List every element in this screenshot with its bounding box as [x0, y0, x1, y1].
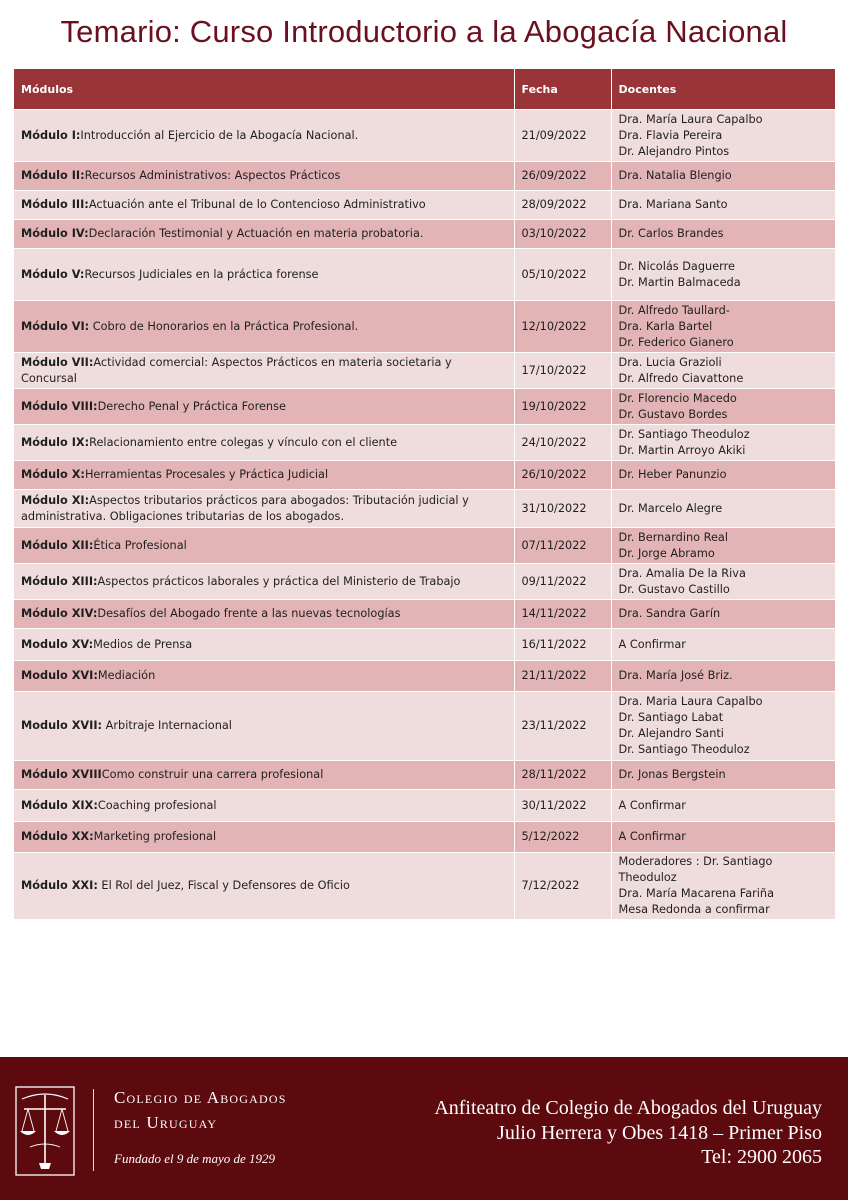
module-number: Módulo XX:: [21, 830, 94, 843]
module-number: Módulo IX:: [21, 435, 90, 449]
teacher-name: Dr. Heber Panunzio: [618, 468, 727, 481]
date-cell: 21/09/2022: [514, 110, 611, 162]
table-row: [14, 461, 835, 490]
table-row: [14, 822, 835, 853]
table-row: [14, 661, 835, 692]
table-row: [14, 301, 835, 353]
module-number: Módulo II:: [21, 169, 85, 182]
teachers-cell: [611, 600, 835, 629]
teacher-name: Dr. Alejandro Pintos: [618, 144, 730, 158]
module-cell: [14, 853, 514, 920]
module-number: Módulo XII:: [21, 538, 94, 552]
founded-date: Fundado el 9 de mayo de 1929: [114, 1151, 276, 1166]
address-text: Julio Herrera y Obes 1418 – Primer Piso: [497, 1122, 822, 1144]
date-cell: 23/11/2022: [514, 692, 611, 761]
module-number: Módulo VIII:: [21, 399, 98, 413]
teachers-cell: [611, 389, 835, 425]
module-cell: [14, 490, 514, 528]
teacher-name: A Confirmar: [618, 637, 686, 651]
module-topic: Desafíos del Abogado frente a las nuevas tecnologías: [97, 607, 401, 620]
table-row: [14, 162, 835, 191]
module-topic: Como construir una carrera profesional: [101, 768, 324, 781]
date-cell: 03/10/2022: [514, 220, 611, 249]
footer-divider: [93, 1089, 94, 1171]
teachers-cell: [611, 353, 835, 389]
module-cell: [14, 564, 514, 600]
teachers-cell: [611, 853, 835, 920]
table-row: [14, 353, 835, 389]
date-cell: 09/11/2022: [514, 564, 611, 600]
date-cell: 7/12/2022: [514, 853, 611, 920]
teacher-name: Dra. Maria Laura Capalbo: [618, 695, 763, 708]
teachers-cell: [611, 110, 835, 162]
teacher-name: Dr. Jorge Abramo: [618, 546, 715, 560]
module-cell: [14, 249, 514, 301]
teacher-name: Dra. María Macarena Fariña: [618, 887, 774, 900]
module-number: Módulo XIX:: [21, 798, 98, 812]
module-cell: [14, 528, 514, 564]
date-cell: 05/10/2022: [514, 249, 611, 301]
teacher-name: Dra. Karla Bartel: [618, 319, 713, 333]
teachers-cell: [611, 425, 835, 461]
teacher-name: Dra. María Laura Capalbo: [618, 112, 763, 126]
table-row: [14, 191, 835, 220]
module-topic: Derecho Penal y Práctica Forense: [97, 399, 286, 413]
module-topic: Recursos Judiciales en la práctica forense: [84, 267, 319, 281]
teacher-name: Dr. Jonas Bergstein: [618, 768, 726, 781]
teacher-name: Dra. Lucia Grazioli: [618, 355, 722, 369]
teacher-name: Dr. Carlos Brandes: [618, 227, 724, 240]
module-number: Módulo X:: [21, 468, 85, 481]
module-number: Módulo XIV:: [21, 607, 98, 620]
module-topic: Ética Profesional: [93, 538, 187, 552]
teachers-cell: [611, 249, 835, 301]
module-cell: [14, 425, 514, 461]
scales-of-justice-logo: [14, 1085, 76, 1177]
module-cell: [14, 822, 514, 853]
module-cell: [14, 790, 514, 822]
module-cell: [14, 692, 514, 761]
module-topic: Aspectos prácticos laborales y práctica del Ministerio de Trabajo: [97, 574, 461, 588]
table-row: [14, 425, 835, 461]
teachers-cell: [611, 528, 835, 564]
date-cell: 19/10/2022: [514, 389, 611, 425]
teacher-name: Dra. Amalia De la Riva: [618, 566, 746, 580]
module-cell: [14, 600, 514, 629]
date-cell: 21/11/2022: [514, 661, 611, 692]
table-row: [14, 629, 835, 661]
teacher-name: Dr. Marcelo Alegre: [618, 501, 723, 515]
module-topic: Cobro de Honorarios en la Práctica Profesional.: [89, 319, 359, 333]
module-number: Módulo XIII:: [21, 574, 98, 588]
module-cell: [14, 761, 514, 790]
date-cell: 07/11/2022: [514, 528, 611, 564]
module-cell: [14, 220, 514, 249]
module-cell: [14, 461, 514, 490]
module-topic: Arbitraje Internacional: [102, 719, 232, 732]
module-cell: [14, 301, 514, 353]
module-topic: Actuación ante el Tribunal de lo Contencioso Administrativo: [88, 198, 426, 211]
teacher-name: Dr. Martin Arroyo Akiki: [618, 443, 746, 457]
teachers-cell: [611, 162, 835, 191]
org-name-line2: del Uruguay: [114, 1113, 218, 1132]
page-title: Temario: Curso Introductorio a la Abogacía Nacional: [60, 14, 788, 49]
table-body: [14, 110, 835, 920]
teacher-name: A Confirmar: [618, 798, 686, 812]
teacher-name: Dra. María José Briz.: [618, 669, 733, 682]
module-topic: Aspectos tributarios prácticos para abogados: Tributación judicial y administrativa. Obligaciones tributarias de los abogados.: [21, 493, 469, 523]
module-topic: Herramientas Procesales y Práctica Judicial: [84, 468, 329, 481]
date-cell: 28/11/2022: [514, 761, 611, 790]
org-name-line1: Colegio de Abogados: [114, 1088, 287, 1107]
module-topic: El Rol del Juez, Fiscal y Defensores de Oficio: [97, 879, 350, 892]
table-row: [14, 249, 835, 301]
teacher-name: Dr. Santiago Labat: [618, 711, 724, 724]
teachers-cell: [611, 692, 835, 761]
module-number: Módulo V:: [21, 267, 85, 281]
module-cell: [14, 353, 514, 389]
venue-text: Anfiteatro de Colegio de Abogados del Uruguay: [434, 1097, 822, 1119]
module-topic: Relacionamiento entre colegas y vínculo con el cliente: [89, 435, 398, 449]
module-topic: Actividad comercial: Aspectos Prácticos en materia societaria y Concursal: [21, 355, 452, 385]
teacher-name: Dr. Alfredo Taullard-: [618, 303, 730, 317]
date-cell: 24/10/2022: [514, 425, 611, 461]
teacher-name: A Confirmar: [618, 830, 686, 843]
teacher-name: Dr. Santiago Theoduloz: [618, 743, 750, 756]
teacher-name: Dr. Alfredo Ciavattone: [618, 371, 744, 385]
date-cell: 30/11/2022: [514, 790, 611, 822]
teachers-cell: [611, 822, 835, 853]
teacher-name: Dr. Martin Balmaceda: [618, 275, 741, 289]
module-number: Módulo III:: [21, 198, 89, 211]
teacher-name: Dr. Gustavo Castillo: [618, 582, 730, 596]
teacher-name: Dr. Florencio Macedo: [618, 391, 737, 405]
teacher-name: Dra. Flavia Pereira: [618, 128, 723, 142]
module-cell: [14, 629, 514, 661]
module-number: Modulo XV:: [21, 637, 94, 651]
teachers-cell: [611, 661, 835, 692]
module-cell: [14, 389, 514, 425]
teachers-cell: [611, 191, 835, 220]
date-cell: 28/09/2022: [514, 191, 611, 220]
module-topic: Marketing profesional: [93, 830, 217, 843]
module-number: Modulo XVI:: [21, 669, 98, 682]
table-row: [14, 490, 835, 528]
table-row: [14, 389, 835, 425]
module-topic: Recursos Administrativos: Aspectos Prácticos: [84, 169, 341, 182]
module-topic: Coaching profesional: [97, 798, 217, 812]
teacher-name: Dra. Mariana Santo: [618, 198, 728, 211]
table-row: [14, 220, 835, 249]
module-number: Módulo VII:: [21, 355, 94, 369]
teacher-name: Dr. Gustavo Bordes: [618, 407, 728, 421]
teachers-cell: [611, 790, 835, 822]
teacher-name: Moderadores : Dr. Santiago Theoduloz: [618, 855, 773, 884]
table-row: [14, 790, 835, 822]
module-number: Módulo VI:: [21, 319, 90, 333]
teachers-cell: [611, 629, 835, 661]
table-row: [14, 600, 835, 629]
header-date: Fecha: [514, 69, 611, 110]
module-number: Módulo IV:: [21, 227, 89, 240]
header-modules: Módulos: [14, 69, 514, 110]
footer-banner: [0, 1057, 848, 1200]
date-cell: 17/10/2022: [514, 353, 611, 389]
phone-text: Tel: 2900 2065: [701, 1146, 822, 1168]
teachers-cell: [611, 220, 835, 249]
date-cell: 31/10/2022: [514, 490, 611, 528]
teacher-name: Mesa Redonda a confirmar: [618, 903, 770, 916]
module-number: Modulo XVII:: [21, 719, 103, 732]
table-row: [14, 564, 835, 600]
teacher-name: Dr. Federico Gianero: [618, 335, 734, 349]
table-row: [14, 692, 835, 761]
date-cell: 26/09/2022: [514, 162, 611, 191]
teacher-name: Dr. Nicolás Daguerre: [618, 259, 735, 273]
date-cell: 5/12/2022: [514, 822, 611, 853]
date-cell: 12/10/2022: [514, 301, 611, 353]
module-cell: [14, 191, 514, 220]
teacher-name: Dr. Santiago Theoduloz: [618, 427, 750, 441]
table-row: [14, 853, 835, 920]
table-row: [14, 761, 835, 790]
module-cell: [14, 110, 514, 162]
teachers-cell: [611, 564, 835, 600]
teacher-name: Dra. Natalia Blengio: [618, 169, 732, 182]
date-cell: 14/11/2022: [514, 600, 611, 629]
module-number: Módulo XVIII: [21, 768, 102, 781]
table-row: [14, 528, 835, 564]
table-header-row: [14, 69, 835, 110]
module-topic: Mediación: [97, 669, 156, 682]
header-teachers: Docentes: [611, 69, 835, 110]
syllabus-table: [14, 69, 835, 919]
module-topic: Introducción al Ejercicio de la Abogacía Nacional.: [80, 128, 359, 142]
date-cell: 26/10/2022: [514, 461, 611, 490]
module-number: Módulo I:: [21, 128, 81, 142]
module-number: Módulo XI:: [21, 493, 90, 507]
teachers-cell: [611, 761, 835, 790]
teachers-cell: [611, 461, 835, 490]
date-cell: 16/11/2022: [514, 629, 611, 661]
teacher-name: Dr. Alejandro Santi: [618, 727, 724, 740]
teacher-name: Dr. Bernardino Real: [618, 530, 728, 544]
module-topic: Medios de Prensa: [93, 637, 193, 651]
teachers-cell: [611, 301, 835, 353]
module-number: Módulo XXI:: [21, 879, 98, 892]
teachers-cell: [611, 490, 835, 528]
module-cell: [14, 162, 514, 191]
module-cell: [14, 661, 514, 692]
teacher-name: Dra. Sandra Garín: [618, 607, 721, 620]
table-row: [14, 110, 835, 162]
module-topic: Declaración Testimonial y Actuación en materia probatoria.: [88, 227, 424, 240]
